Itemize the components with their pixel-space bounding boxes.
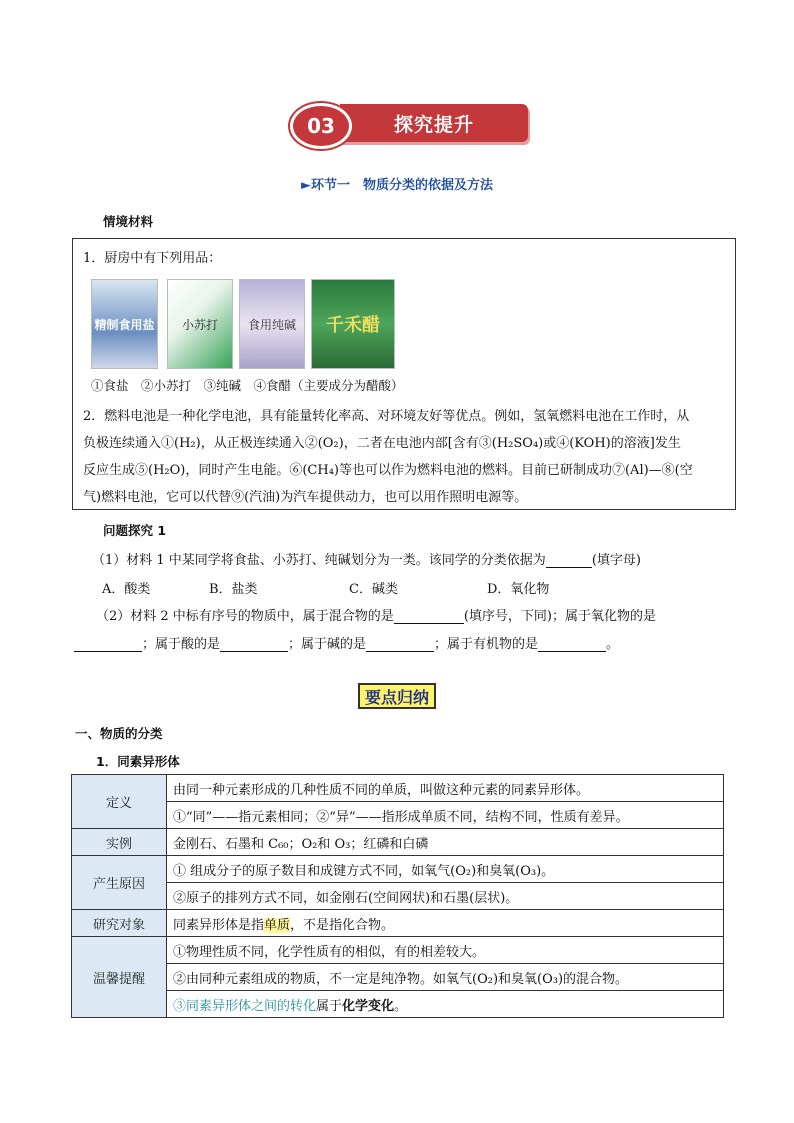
table-row (72, 964, 724, 991)
subsection-heading-2: 1．同素异形体 (96, 754, 180, 769)
answer-blank[interactable] (366, 651, 434, 652)
material-box (72, 238, 736, 510)
material-item2-line4: 气)燃料电池，它可以代替⑨(汽油)为汽车提供动力，也可以用作照明电源等。 (83, 490, 528, 505)
table-cell: 由同一种元素形成的几种性质不同的单质，叫做这种元素的同素异形体。 (167, 775, 724, 802)
keypoints-banner: 要点归纳 (358, 683, 436, 709)
section-link[interactable]: ►环节一 物质分类的依据及方法 (301, 178, 493, 193)
section-title-banner: 探究提升 (340, 104, 528, 142)
option-a: A．酸类 (102, 582, 151, 597)
question-2-text: ；属于碱的是 (288, 637, 367, 652)
cell-text: ，不是指化合物。 (290, 917, 395, 933)
question-1 (92, 549, 641, 568)
product-caption: ①食盐 ②小苏打 ③纯碱 ④食醋（主要成分为醋酸） (91, 378, 404, 393)
bold-text: 化学变化 (342, 998, 395, 1014)
answer-blank[interactable] (546, 567, 592, 568)
question-heading: 问题探究 1 (103, 523, 167, 538)
question-1-tail: (填字母) (591, 553, 641, 568)
table-cell: ②由同种元素组成的物质，不一定是纯净物。如氧气(O₂)和臭氧(O₃)的混合物。 (167, 964, 724, 991)
table-cell: 金刚石、石墨和 C₆₀；O₂和 O₃；红磷和白磷 (167, 829, 724, 856)
teal-text: ③同素异形体之间的转化 (173, 998, 317, 1014)
product-image-baking-soda (167, 279, 233, 369)
row-label-cause: 产生原因 (72, 856, 167, 910)
section-number-badge: 03 (290, 103, 352, 149)
product-label: 千禾醋 (326, 315, 380, 336)
option-d: D．氧化物 (487, 582, 550, 597)
question-2-line2 (74, 633, 619, 652)
answer-blank[interactable] (220, 651, 288, 652)
row-label-tips: 温馨提醒 (72, 937, 167, 1018)
answer-blank[interactable] (74, 651, 142, 652)
cell-text: 属于 (316, 998, 343, 1014)
product-image-soda-ash (239, 279, 305, 369)
table-row (72, 829, 724, 856)
answer-blank[interactable] (538, 651, 606, 652)
product-label: 小苏打 (181, 317, 218, 332)
row-label-definition: 定义 (72, 775, 167, 829)
product-image-vinegar (311, 279, 395, 369)
table-row (72, 910, 724, 937)
table-row (72, 991, 724, 1018)
question-2-text: ；属于有机物的是 (434, 637, 539, 652)
product-label: 精制食用盐 (94, 317, 155, 332)
cell-text: 。 (394, 998, 408, 1014)
question-2-text: （2）材料 2 中标有序号的物质中，属于混合物的是 (96, 609, 394, 624)
table-row (72, 775, 724, 802)
table-cell: ①“同”——指元素相同；②“异”——指形成单质不同，结构不同，性质有差异。 (167, 802, 724, 829)
subsection-heading-1: 一、物质的分类 (75, 726, 163, 741)
table-row (72, 937, 724, 964)
table-cell (167, 910, 724, 937)
material-item2-line3: 反应生成⑤(H₂O)，同时产生电能。⑥(CH₄)等也可以作为燃料电池的燃料。目前已研制成功⑦(Al)—⑧(空 (83, 463, 693, 478)
table-cell: ①物理性质不同，化学性质有的相似，有的相差较大。 (167, 937, 724, 964)
question-2-text: 。 (606, 637, 620, 652)
question-2-text: ；属于酸的是 (142, 637, 221, 652)
material-item2-line2: 负极连续通入①(H₂)，从正极连续通入②(O₂)，二者在电池内部[含有③(H₂SO₄)或④(KOH)的溶液]发生 (83, 436, 681, 451)
table-row (72, 856, 724, 883)
row-label-object: 研究对象 (72, 910, 167, 937)
table-cell: ②原子的排列方式不同，如金刚石(空间网状)和石墨(层状)。 (167, 883, 724, 910)
material-item1: 1．厨房中有下列用品： (83, 251, 222, 266)
row-label-example: 实例 (72, 829, 167, 856)
question-1-text: （1）材料 1 中某同学将食盐、小苏打、纯碱划分为一类。该同学的分类依据为 (92, 553, 546, 568)
product-image-salt (91, 279, 158, 369)
option-b: B．盐类 (209, 582, 258, 597)
question-2-text: (填序号，下同)；属于氧化物的是 (463, 609, 656, 624)
highlighted-text: 单质 (264, 917, 291, 933)
cell-text: 同素异形体是指 (173, 917, 265, 933)
product-label: 食用纯碱 (247, 317, 296, 332)
table-cell: ① 组成分子的原子数目和成键方式不同，如氧气(O₂)和臭氧(O₃)。 (167, 856, 724, 883)
question-2-line1 (96, 605, 656, 624)
table-row (72, 802, 724, 829)
allotrope-table (71, 774, 724, 1018)
table-cell (167, 991, 724, 1018)
answer-blank[interactable] (394, 623, 464, 624)
material-item2-line1: 2．燃料电池是一种化学电池，具有能量转化率高、对环境友好等优点。例如，氢氧燃料电池在工作时，从 (83, 409, 690, 424)
table-row (72, 883, 724, 910)
material-heading: 情境材料 (103, 214, 154, 229)
option-c: C．碱类 (349, 582, 398, 597)
